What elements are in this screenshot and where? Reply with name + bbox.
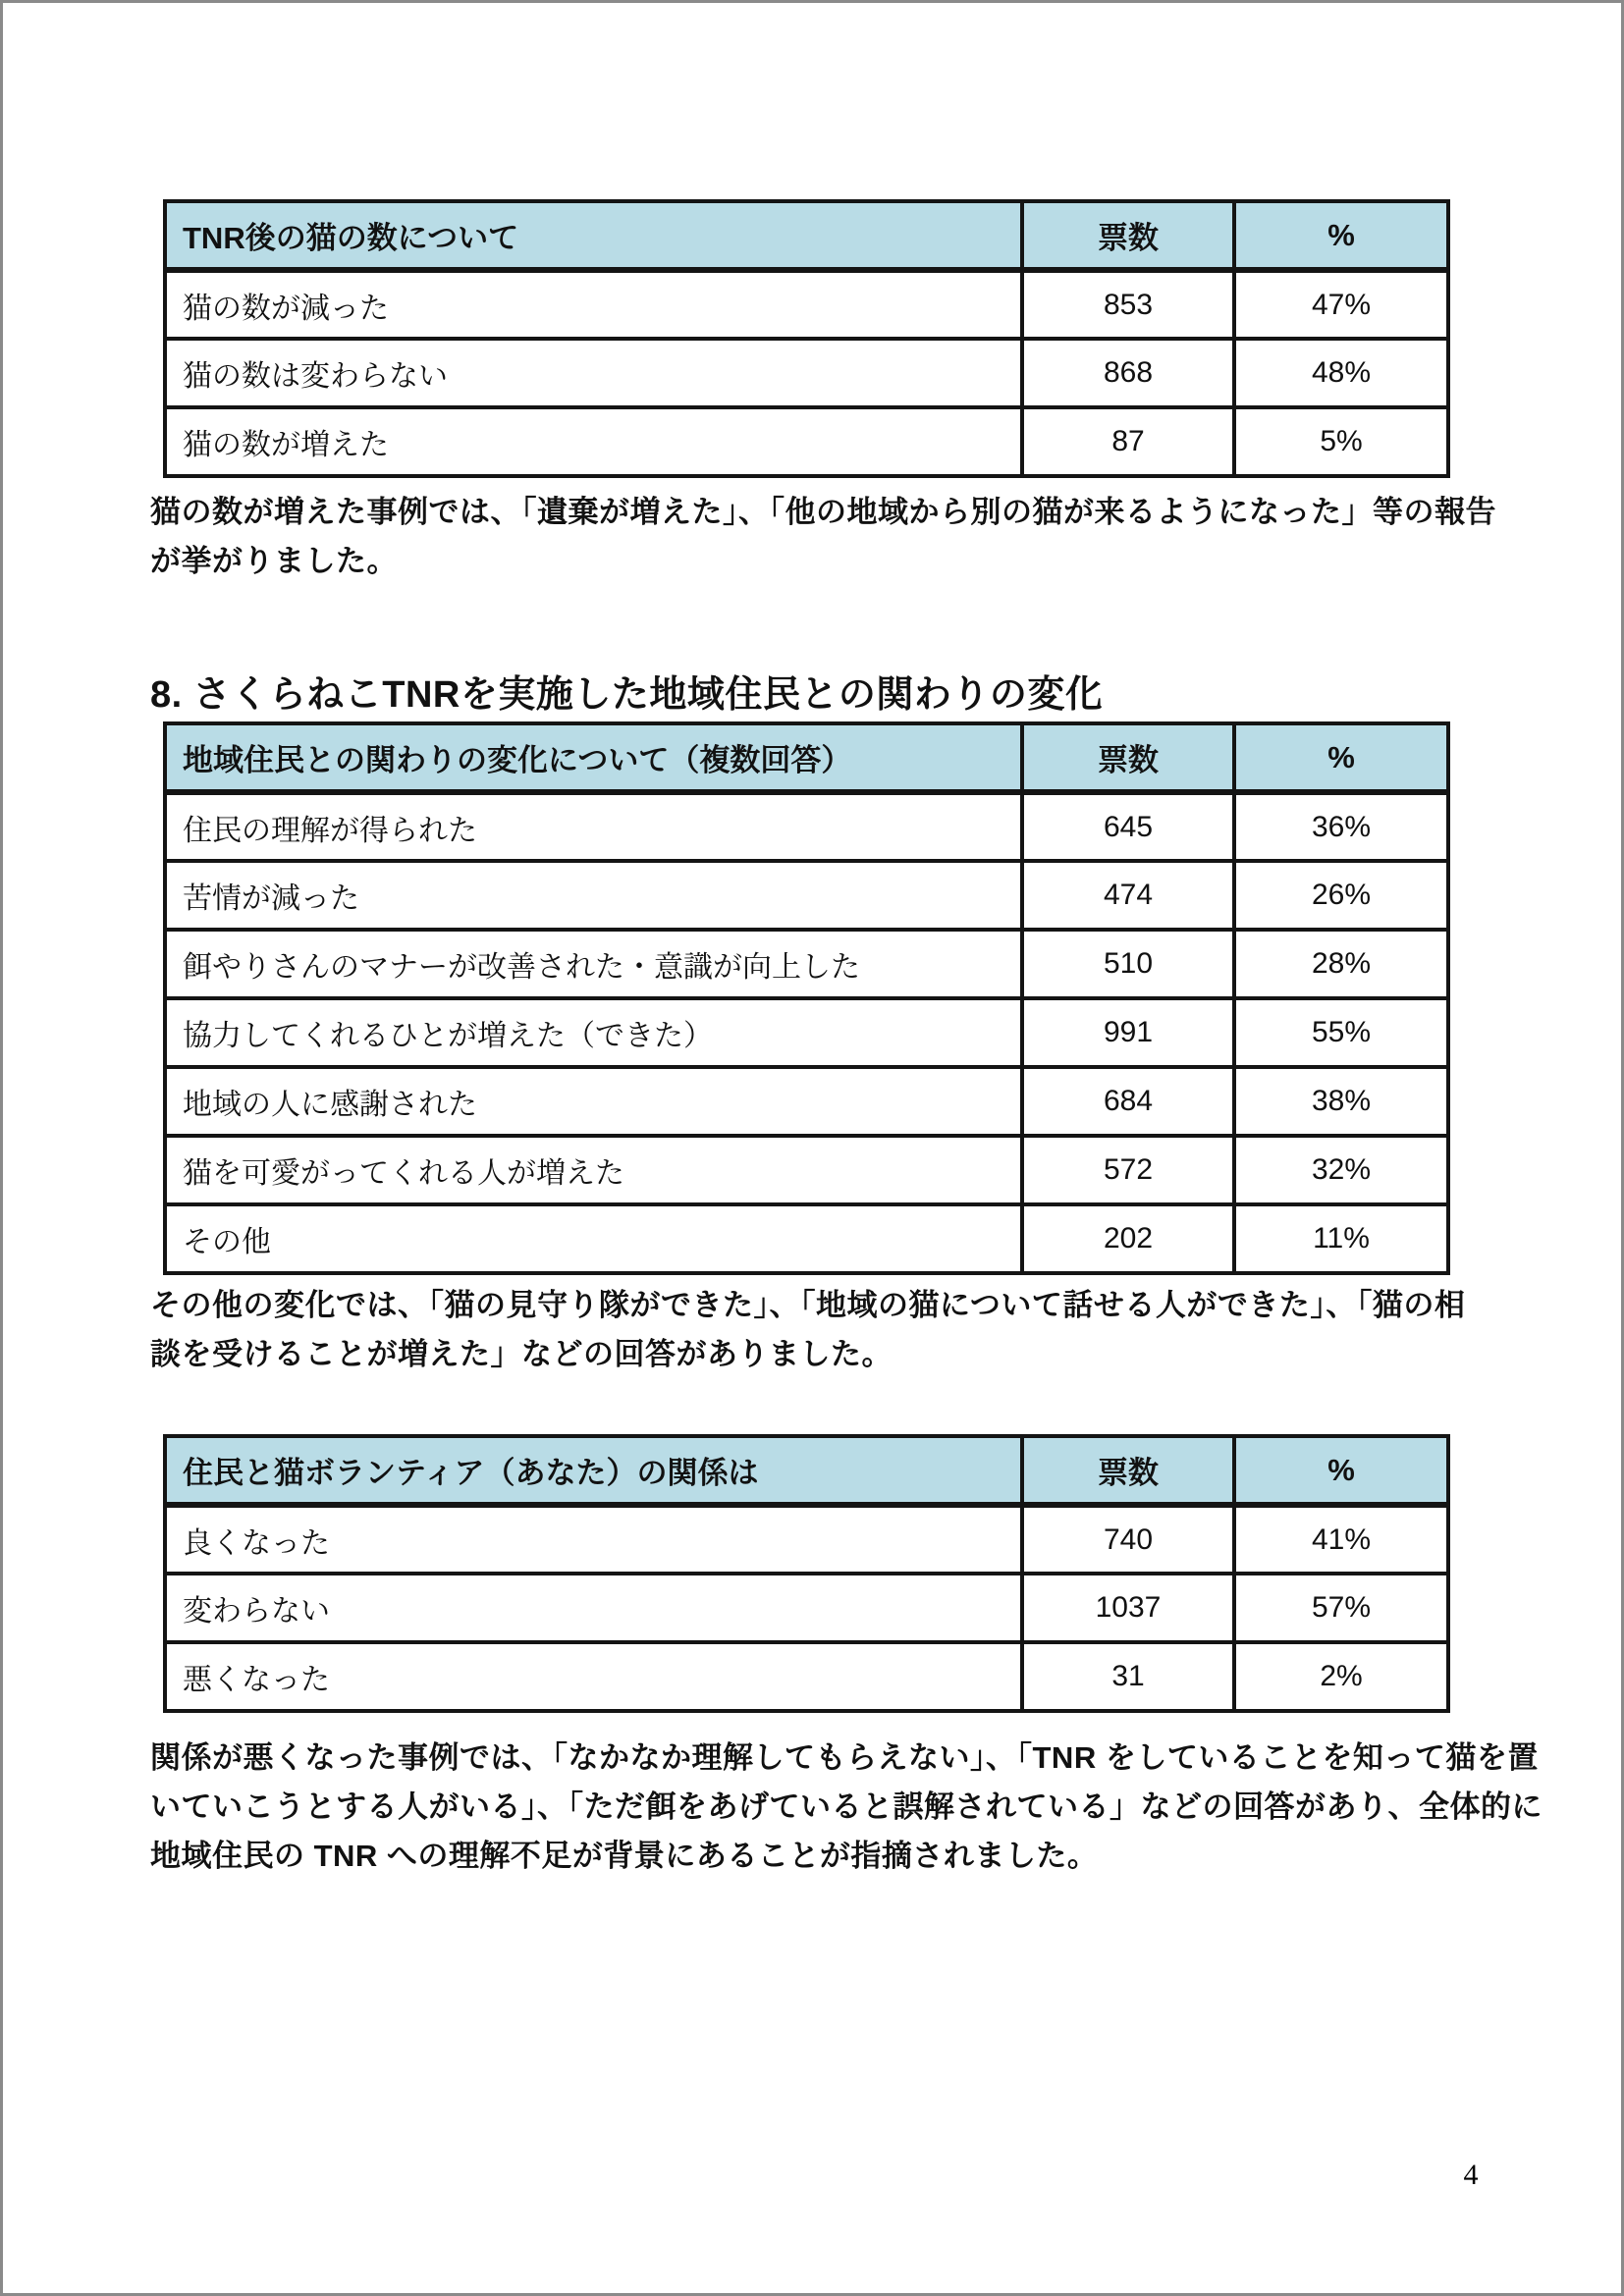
table-title: 住民と猫ボランティア（あなた）の関係は — [165, 1436, 1022, 1505]
table-row — [165, 998, 1448, 1067]
note-relationship-worsened: 関係が悪くなった事例では、「なかなか理解してもらえない」、「TNR をしていることを知って猫を置 いていこうとする人がいる」、「ただ餌をあげていると誤解されている」などの回答があり、全体的に 地域住民の TNR への理解不足が背景にあることが指摘されました。 — [150, 1740, 1543, 1873]
row-percent: 57% — [1234, 1574, 1448, 1642]
row-votes: 474 — [1022, 861, 1234, 930]
survey-table-volunteer-relationship — [163, 1434, 1450, 1713]
row-votes: 572 — [1022, 1136, 1234, 1204]
row-votes: 740 — [1022, 1505, 1234, 1574]
row-percent: 41% — [1234, 1505, 1448, 1574]
table-row — [165, 339, 1448, 407]
survey-table-cat-count — [163, 199, 1450, 478]
row-percent: 38% — [1234, 1067, 1448, 1136]
section-heading: 8. さくらねこTNRを実施した地域住民との関わりの変化 — [150, 674, 1104, 716]
column-header-votes: 票数 — [1022, 201, 1234, 270]
row-votes: 202 — [1022, 1204, 1234, 1273]
row-label: 変わらない — [165, 1574, 1022, 1642]
row-label: 協力してくれるひとが増えた（できた） — [165, 998, 1022, 1067]
row-percent: 2% — [1234, 1642, 1448, 1711]
row-votes: 645 — [1022, 792, 1234, 861]
table-row — [165, 1642, 1448, 1711]
table-row — [165, 1067, 1448, 1136]
row-votes: 87 — [1022, 407, 1234, 476]
row-label: 猫の数が増えた — [165, 407, 1022, 476]
row-percent: 5% — [1234, 407, 1448, 476]
row-votes: 991 — [1022, 998, 1234, 1067]
table-row — [165, 1505, 1448, 1574]
row-votes: 853 — [1022, 270, 1234, 339]
row-votes: 684 — [1022, 1067, 1234, 1136]
row-label: その他 — [165, 1204, 1022, 1273]
row-label: 良くなった — [165, 1505, 1022, 1574]
table-header-row — [165, 1436, 1448, 1505]
row-percent: 55% — [1234, 998, 1448, 1067]
table-row — [165, 407, 1448, 476]
table-row — [165, 1136, 1448, 1204]
page-number: 4 — [1463, 2159, 1479, 2191]
row-votes: 868 — [1022, 339, 1234, 407]
row-label: 猫の数は変わらない — [165, 339, 1022, 407]
table-header-row — [165, 201, 1448, 270]
table-row — [165, 930, 1448, 998]
column-header-percent: % — [1234, 1436, 1448, 1505]
row-label: 猫の数が減った — [165, 270, 1022, 339]
table-header-row — [165, 723, 1448, 792]
row-label: 悪くなった — [165, 1642, 1022, 1711]
row-percent: 47% — [1234, 270, 1448, 339]
row-percent: 11% — [1234, 1204, 1448, 1273]
row-votes: 510 — [1022, 930, 1234, 998]
row-votes: 31 — [1022, 1642, 1234, 1711]
row-percent: 32% — [1234, 1136, 1448, 1204]
row-label: 猫を可愛がってくれる人が増えた — [165, 1136, 1022, 1204]
table-row — [165, 1204, 1448, 1273]
note-cat-count-increase: 猫の数が増えた事例では、「遺棄が増えた」、「他の地域から別の猫が来るようになった」等の報告 が挙がりました。 — [150, 495, 1496, 578]
table-row — [165, 270, 1448, 339]
row-percent: 28% — [1234, 930, 1448, 998]
table-row — [165, 861, 1448, 930]
row-label: 餌やりさんのマナーが改善された・意識が向上した — [165, 930, 1022, 998]
column-header-percent: % — [1234, 723, 1448, 792]
survey-table-resident-relationship-change — [163, 721, 1450, 1275]
row-percent: 26% — [1234, 861, 1448, 930]
table-title: 地域住民との関わりの変化について（複数回答） — [165, 723, 1022, 792]
table-row — [165, 1574, 1448, 1642]
note-other-changes: その他の変化では、「猫の見守り隊ができた」、「地域の猫について話せる人ができた」、「猫の相 談を受けることが増えた」などの回答がありました。 — [150, 1288, 1466, 1371]
row-percent: 36% — [1234, 792, 1448, 861]
column-header-votes: 票数 — [1022, 723, 1234, 792]
row-label: 地域の人に感謝された — [165, 1067, 1022, 1136]
column-header-votes: 票数 — [1022, 1436, 1234, 1505]
table-row — [165, 792, 1448, 861]
row-label: 苦情が減った — [165, 861, 1022, 930]
column-header-percent: % — [1234, 201, 1448, 270]
row-percent: 48% — [1234, 339, 1448, 407]
table-title: TNR後の猫の数について — [165, 201, 1022, 270]
row-label: 住民の理解が得られた — [165, 792, 1022, 861]
row-votes: 1037 — [1022, 1574, 1234, 1642]
